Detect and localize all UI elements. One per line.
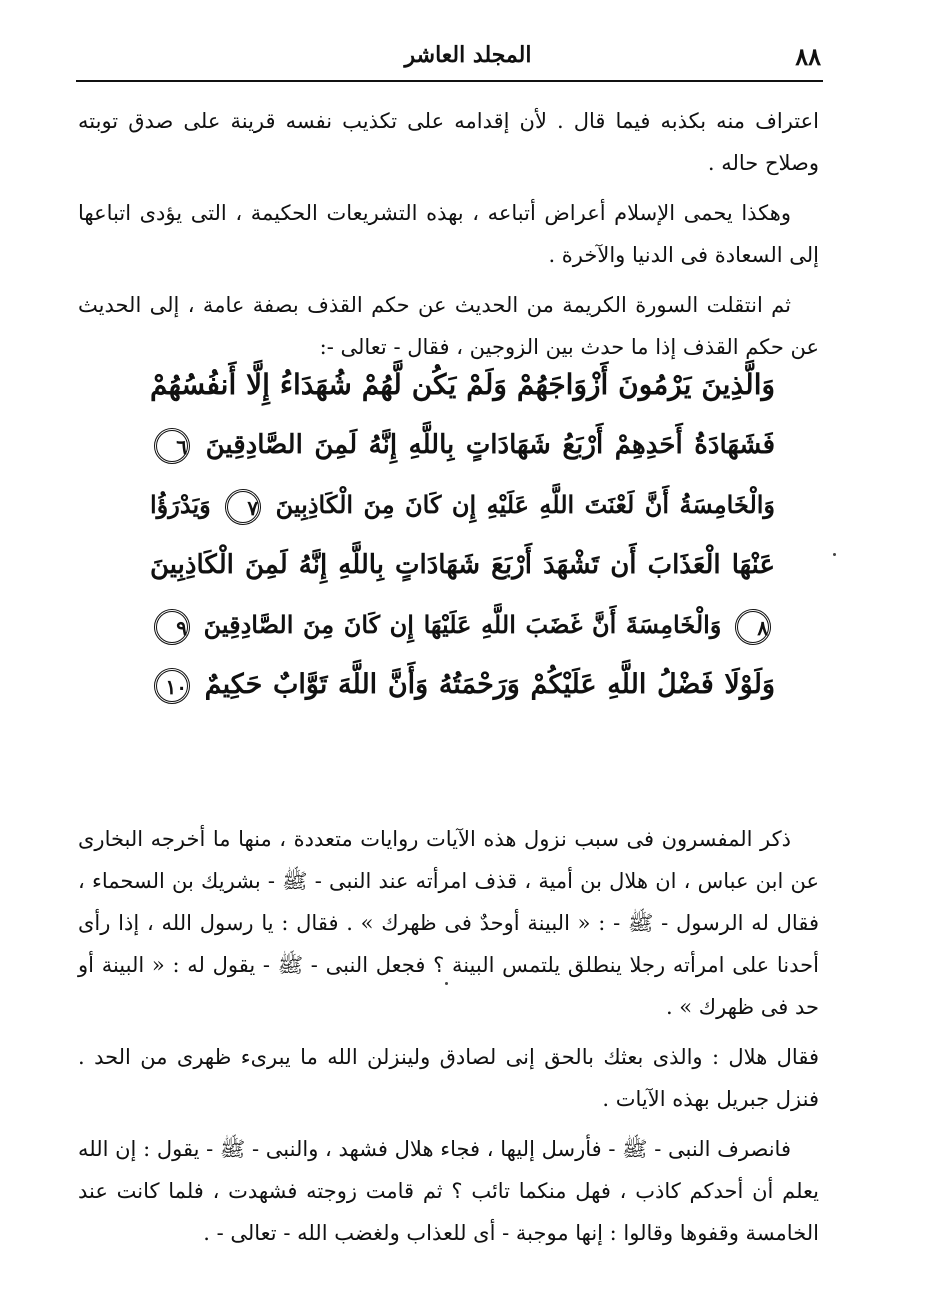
intro-text-block — [78, 100, 819, 376]
header-divider — [76, 80, 823, 82]
ayah-number-marker: ٦ — [154, 428, 190, 464]
paragraph: ذكر المفسرون فى سبب نزول هذه الآيات روايات متعددة ، منها ما أخرجه البخارى عن ابن عباس ، ان هلال بن أمية ، قذف امرأته عند النبى - ﷺ - بشريك بن السحماء ، فقال له الرسول - ﷺ - : « البينة أوحدٌ فى ظهرك » . فقال : يا رسول الله ، إذا رأى أحدنا على امرأته رجلا ينطلق يلتمس البينة ؟ فجعل النبى - ﷺ - يقول له : « البينة أو حد فى ظهرك » . — [78, 827, 819, 1019]
scan-speck — [445, 982, 448, 985]
verse-text: عَنْهَا الْعَذَابَ أَن تَشْهَدَ أَرْبَعَ شَهَادَاتٍ بِاللَّهِ إِنَّهُ لَمِنَ الْكَاذِبِينَ — [150, 550, 775, 580]
ayah-number-marker: ٨ — [735, 609, 771, 645]
page-number: ٨٨ — [795, 42, 821, 71]
paragraph: فانصرف النبى - ﷺ - فأرسل إليها ، فجاء هلال فشهد ، والنبى - ﷺ - يقول : إن الله يعلم أن أحدكم كاذب ، فهل منكما تائب ؟ ثم قامت زوجته فشهدت ، فلما كانت عند الخامسة وقفوها وقالوا : إنها موجبة - أى للعذاب ولغضب الله - تعالى - . — [78, 1137, 819, 1245]
running-title: المجلد العاشر — [404, 42, 532, 68]
verse-text: فَشَهَادَةُ أَحَدِهِمْ أَرْبَعُ شَهَادَاتٍ بِاللَّهِ إِنَّهُ لَمِنَ الصَّادِقِينَ — [205, 430, 775, 460]
verse-text: وَالْخَامِسَةَ أَنَّ غَضَبَ اللَّهِ عَلَيْهَا إِن كَانَ مِنَ الصَّادِقِينَ — [203, 610, 722, 639]
paragraph: اعتراف منه بكذبه فيما قال . لأن إقدامه على تكذيب نفسه قرينة على صدق توبته وصلاح حاله . — [78, 109, 819, 175]
paragraph: وهكذا يحمى الإسلام أعراض أتباعه ، بهذه التشريعات الحكيمة ، التى يؤدى اتباعها إلى السعادة فى الدنيا والآخرة . — [78, 201, 819, 267]
verse-line — [150, 355, 775, 415]
verse-text: وَالْخَامِسَةُ أَنَّ لَعْنَتَ اللَّهِ عَلَيْهِ إِن كَانَ مِنَ الْكَاذِبِينَ — [275, 490, 776, 519]
page-header — [78, 40, 821, 76]
ayah-number-marker: ٩ — [154, 609, 190, 645]
verse-line — [150, 595, 775, 655]
verse-line — [150, 415, 775, 475]
verse-text: وَالَّذِينَ يَرْمُونَ أَزْوَاجَهُمْ وَلَمْ يَكُن لَّهُمْ شُهَدَاءُ إِلَّا أَنفُسُهُمْ — [150, 368, 775, 401]
verse-line — [150, 475, 775, 535]
paragraph: فقال هلال : والذى بعثك بالحق إنى لصادق ولينزلن الله ما يبرىء ظهرى من الحد . فنزل جبريل بهذه الآيات . — [78, 1045, 819, 1111]
quran-verses-block — [150, 355, 775, 715]
verse-text-continuation: وَيَدْرَؤُا — [150, 490, 211, 519]
scan-speck — [833, 553, 836, 556]
paragraph: ثم انتقلت السورة الكريمة من الحديث عن حكم القذف بصفة عامة ، إلى الحديث عن حكم القذف إذا ما حدث بين الزوجين ، فقال - تعالى -: — [78, 293, 819, 359]
ayah-number-marker: ١٠ — [154, 668, 190, 704]
commentary-text-block — [78, 818, 819, 1262]
verse-line — [150, 535, 775, 595]
verse-text: وَلَوْلَا فَضْلُ اللَّهِ عَلَيْكُمْ وَرَحْمَتُهُ وَأَنَّ اللَّهَ تَوَّابٌ حَكِيمٌ — [204, 669, 775, 700]
verse-line — [150, 655, 775, 715]
ayah-number-marker: ٧ — [225, 489, 261, 525]
